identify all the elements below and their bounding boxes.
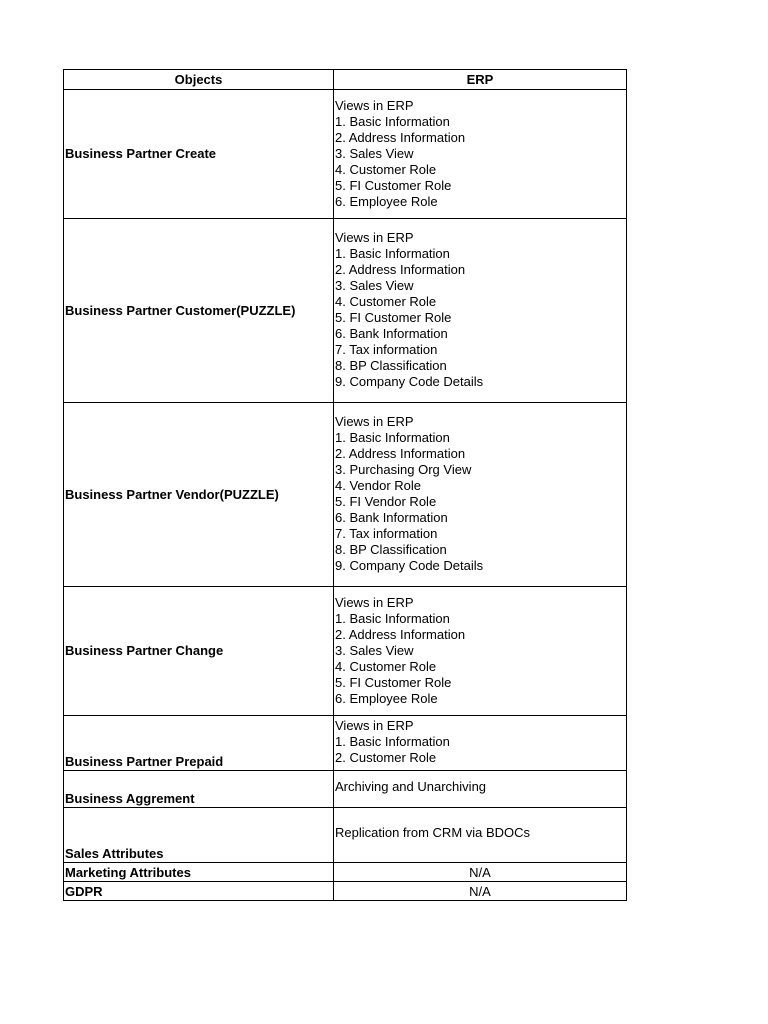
object-cell: Sales Attributes [64,808,334,863]
table-row [64,771,627,808]
erp-line: 1. Basic Information [335,114,450,129]
table-row [64,403,627,587]
erp-line: 5. FI Customer Role [335,675,452,690]
erp-line: 1. Basic Information [335,734,450,749]
erp-line: 4. Customer Role [335,659,437,674]
erp-line: 1. Basic Information [335,611,450,626]
erp-line: 6. Employee Role [335,194,438,209]
table-row [64,90,627,219]
erp-line: 7. Tax information [335,526,438,541]
erp-cell [334,403,627,587]
erp-line: Views in ERP [335,595,414,610]
table-row [64,219,627,403]
erp-line: 2. Customer Role [335,750,437,765]
erp-line: Views in ERP [335,98,414,113]
object-cell: Business Partner Change [64,587,334,716]
erp-cell [334,587,627,716]
erp-line: 5. FI Customer Role [335,310,452,325]
erp-cell [334,219,627,403]
erp-cell [334,716,627,771]
erp-line: 4. Customer Role [335,162,437,177]
object-cell: GDPR [64,882,334,901]
erp-cell: N/A [334,882,627,901]
erp-line: 7. Tax information [335,342,438,357]
table-row [64,808,627,863]
erp-line: 4. Customer Role [335,294,437,309]
object-cell: Business Partner Customer(PUZZLE) [64,219,334,403]
erp-cell [334,808,627,863]
erp-line: 1. Basic Information [335,430,450,445]
erp-line: Archiving and Unarchiving [335,779,487,794]
object-cell: Business Partner Create [64,90,334,219]
erp-line: 5. FI Vendor Role [335,494,437,509]
erp-line: 6. Employee Role [335,691,438,706]
erp-line: Views in ERP [335,230,414,245]
erp-line: 3. Sales View [335,278,414,293]
erp-line: 6. Bank Information [335,326,448,341]
erp-line: 9. Company Code Details [335,558,484,573]
erp-line: 2. Address Information [335,627,466,642]
table-row [64,587,627,716]
header-objects: Objects [64,70,334,90]
erp-line: 1. Basic Information [335,246,450,261]
object-cell: Business Partner Prepaid [64,716,334,771]
erp-line: 2. Address Information [335,262,466,277]
object-cell: Business Aggrement [64,771,334,808]
object-cell: Marketing Attributes [64,863,334,882]
table-row [64,716,627,771]
table-row [64,863,627,882]
erp-line: 3. Sales View [335,643,414,658]
table-row [64,882,627,901]
erp-line: 8. BP Classification [335,542,447,557]
objects-erp-table [63,69,627,901]
erp-line: Views in ERP [335,414,414,429]
erp-line: Views in ERP [335,718,414,733]
erp-line: 3. Purchasing Org View [335,462,472,477]
header-erp: ERP [334,70,627,90]
erp-cell: N/A [334,863,627,882]
table-header-row [64,70,627,90]
object-cell: Business Partner Vendor(PUZZLE) [64,403,334,587]
erp-cell [334,771,627,808]
erp-line: Replication from CRM via BDOCs [335,825,531,840]
erp-line: 2. Address Information [335,446,466,461]
erp-line: 5. FI Customer Role [335,178,452,193]
erp-line: 2. Address Information [335,130,466,145]
erp-line: 3. Sales View [335,146,414,161]
erp-cell [334,90,627,219]
erp-line: 4. Vendor Role [335,478,422,493]
erp-line: 6. Bank Information [335,510,448,525]
erp-line: 8. BP Classification [335,358,447,373]
erp-line: 9. Company Code Details [335,374,484,389]
